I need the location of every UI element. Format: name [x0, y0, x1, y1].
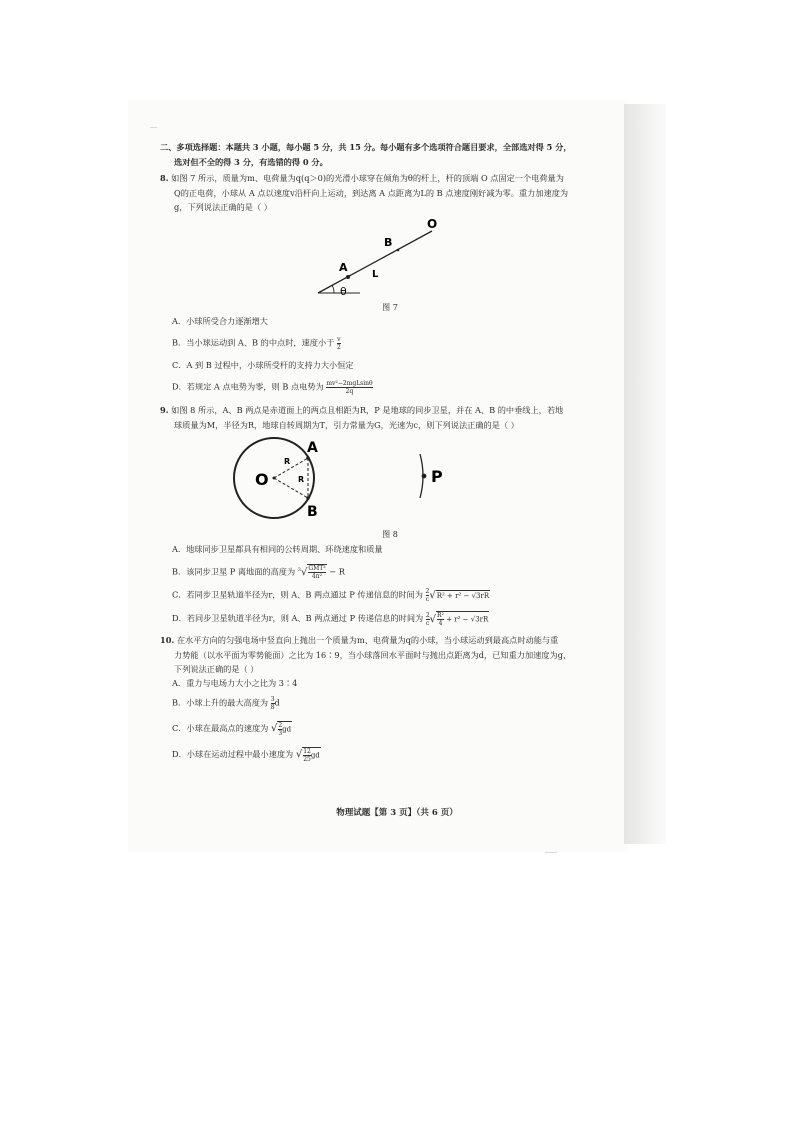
- radical-sign: √: [270, 723, 278, 735]
- q8-option-b-text: B．当小球运动到 A、B 的中点时，速度小于: [172, 337, 335, 348]
- q9-option-b: [160, 564, 620, 581]
- q10-option-d-fraction: [303, 748, 311, 763]
- q8-stem-1: 如图 7 所示，质量为m、电荷量为q(q＞0)的光滑小球穿在倾角为θ的杆上，杆的顶端 O 点固定一个电荷量为: [171, 173, 564, 183]
- frac-numerator: R²: [437, 612, 444, 620]
- radicand: R² + r² − √3rR: [436, 592, 490, 601]
- figure-7-caption: 图 7: [382, 302, 398, 312]
- q10-stem-3: 下列说法正确的是（ ）: [174, 664, 259, 675]
- frac-denominator: 3: [278, 729, 283, 737]
- label-b: B: [384, 235, 393, 249]
- label-b: B: [307, 504, 318, 520]
- frac-denominator: 2: [336, 344, 341, 351]
- frac-denominator: 2q: [345, 388, 354, 395]
- q8-option-b-fraction: [337, 336, 341, 351]
- label-theta: θ: [340, 284, 347, 298]
- q9-stem-1: 如图 8 所示，A、B 两点是赤道面上的两点且相距为R，P 是地球的同步卫星，并在 A、B 的中垂线上，若地: [171, 405, 564, 415]
- q10-number: 10.: [160, 635, 175, 646]
- label-o: O: [427, 216, 438, 231]
- q8-stem-2: Q的正电荷，小球从 A 点以速度v沿杆向上运动，到达离 A 点距离为L的 B 点速度刚好减为零。重力加速度为: [174, 187, 569, 198]
- frac-numerator: 12: [303, 747, 311, 755]
- q8-option-d: [160, 380, 620, 395]
- frac-numerator: GMT²: [308, 565, 326, 573]
- frac-denominator: c: [425, 596, 430, 604]
- radicand-tail: gd: [282, 725, 292, 734]
- page-footer: 物理试题【第 3 页】（共 6 页）: [336, 808, 458, 818]
- radical-sign: √: [295, 749, 303, 761]
- q10-option-b: [160, 696, 620, 711]
- frac-numerator: mv²−2mgLsinθ: [326, 380, 373, 387]
- frac-denominator: c: [426, 619, 430, 627]
- q10-option-b-text: B．小球上升的最大高度为: [172, 697, 269, 708]
- rod-line: [318, 231, 432, 293]
- label-p: P: [431, 467, 443, 486]
- question-8: [160, 171, 620, 215]
- radical-sign: √: [300, 566, 308, 578]
- figure-8-earth-satellite: [210, 432, 510, 528]
- q8-option-d-fraction: [326, 380, 372, 395]
- label-a: A: [339, 260, 348, 274]
- frac-denominator: 25: [303, 755, 311, 763]
- q8-option-a: A．小球所受合力逐渐增大: [172, 316, 268, 326]
- q10-option-c-text: C．小球在最高点的速度为: [172, 722, 269, 733]
- q10-option-b-tail: d: [274, 697, 280, 708]
- label-r-1: R: [284, 457, 291, 466]
- q8-option-c: C．A 到 B 过程中，小球所受杆的支持力大小恒定: [172, 360, 354, 370]
- section-heading: [160, 140, 620, 169]
- label-r-2: R: [298, 475, 305, 484]
- radicand-tail: + r² − √3rR: [446, 615, 489, 624]
- q9-option-b-text: B．该同步卫星 P 离地面的高度为: [172, 566, 296, 577]
- scan-speck: [545, 852, 557, 853]
- q9-option-c-text: C．若同步卫星轨道半径为r，则 A、B 两点通过 P 传递信息的时间为: [172, 589, 423, 600]
- page-edge-shadow: [624, 104, 666, 844]
- radicand: [436, 611, 489, 627]
- radicand: [277, 721, 292, 737]
- point-a-dot: [306, 456, 310, 460]
- label-a: A: [307, 440, 318, 456]
- radicand-tail: gd: [310, 751, 320, 760]
- q9-option-a: A．地球同步卫星都具有相同的公转周期、环绕速度和质量: [172, 543, 383, 554]
- q9-option-b-fraction: [308, 565, 325, 580]
- frac-denominator: 4π²: [311, 573, 323, 581]
- q9-stem-2: 球质量为M，半径为R，地球自转周期为T，引力常量为G，光速为c，则下列说法正确的是（ ）: [174, 419, 519, 430]
- section-title-cont: 选对但不全的得 3 分，有选错的得 0 分。: [174, 156, 328, 167]
- radicand: [307, 564, 326, 580]
- figure-8-caption: 图 8: [382, 530, 398, 539]
- q10-option-c: [160, 721, 620, 737]
- q8-stem-3: g，下列说法正确的是（ ）: [174, 202, 272, 212]
- label-o: O: [255, 470, 269, 489]
- root-index: 3: [297, 566, 301, 573]
- figure-7-incline-rod: [290, 215, 490, 301]
- question-10: [160, 633, 620, 677]
- point-b-dot: [397, 248, 400, 251]
- radicand: [302, 747, 321, 763]
- q10-option-d: [160, 747, 620, 763]
- frac-denominator: 8: [270, 703, 275, 711]
- q8-option-d-text: D．若规定 A 点电势为零，则 B 点电势为: [172, 381, 324, 392]
- q10-stem-2: 力势能（以水平面为零势能面）之比为 16∶9，当小球落回水平面时与抛出点距离为d，已知重力加速度为g，: [174, 649, 572, 660]
- q9-option-b-tail: − R: [329, 566, 345, 577]
- q8-option-b: [160, 336, 620, 351]
- q9-option-d: [160, 611, 620, 627]
- point-a-dot: [346, 275, 350, 279]
- q8-number: 8.: [160, 173, 169, 183]
- q9-number: 9.: [160, 405, 169, 415]
- q10-option-a: A．重力与电场力大小之比为 3∶4: [172, 677, 298, 688]
- frac-numerator: 2: [278, 721, 283, 729]
- frac-numerator: 3: [270, 695, 275, 703]
- q9-option-d-fraction: [437, 612, 444, 627]
- frac-denominator: 4: [438, 620, 443, 628]
- question-9: [160, 403, 620, 432]
- satellite-p-dot: [422, 474, 427, 479]
- angle-arc: [332, 285, 334, 293]
- q9-option-c: [160, 588, 620, 603]
- frac-numerator: v: [337, 336, 341, 343]
- section-title: 二、多项选择题：本题共 3 小题，每小题 5 分，共 15 分。每小题有多个选项符合题目要求，全部选对得 5 分，: [160, 142, 572, 152]
- q10-stem-1: 在水平方向的匀强电场中竖直向上抛出一个质量为m、电荷量为q的小球，当小球运动到最高点时动能与重: [176, 635, 559, 646]
- radical-sign: √: [429, 613, 437, 625]
- scan-speck: [150, 127, 157, 128]
- point-b-dot: [306, 496, 310, 500]
- frac-numerator: 2: [425, 588, 430, 596]
- radical-sign: √: [429, 590, 436, 602]
- q9-option-d-text: D．若同步卫星轨道半径为r，则 A、B 两点通过 P 传递信息的时间为: [172, 613, 424, 624]
- frac-numerator: 2: [425, 611, 430, 619]
- q10-option-d-text: D．小球在运动过程中最小速度为: [172, 748, 294, 759]
- label-l: L: [372, 268, 379, 280]
- exam-content: [160, 140, 620, 763]
